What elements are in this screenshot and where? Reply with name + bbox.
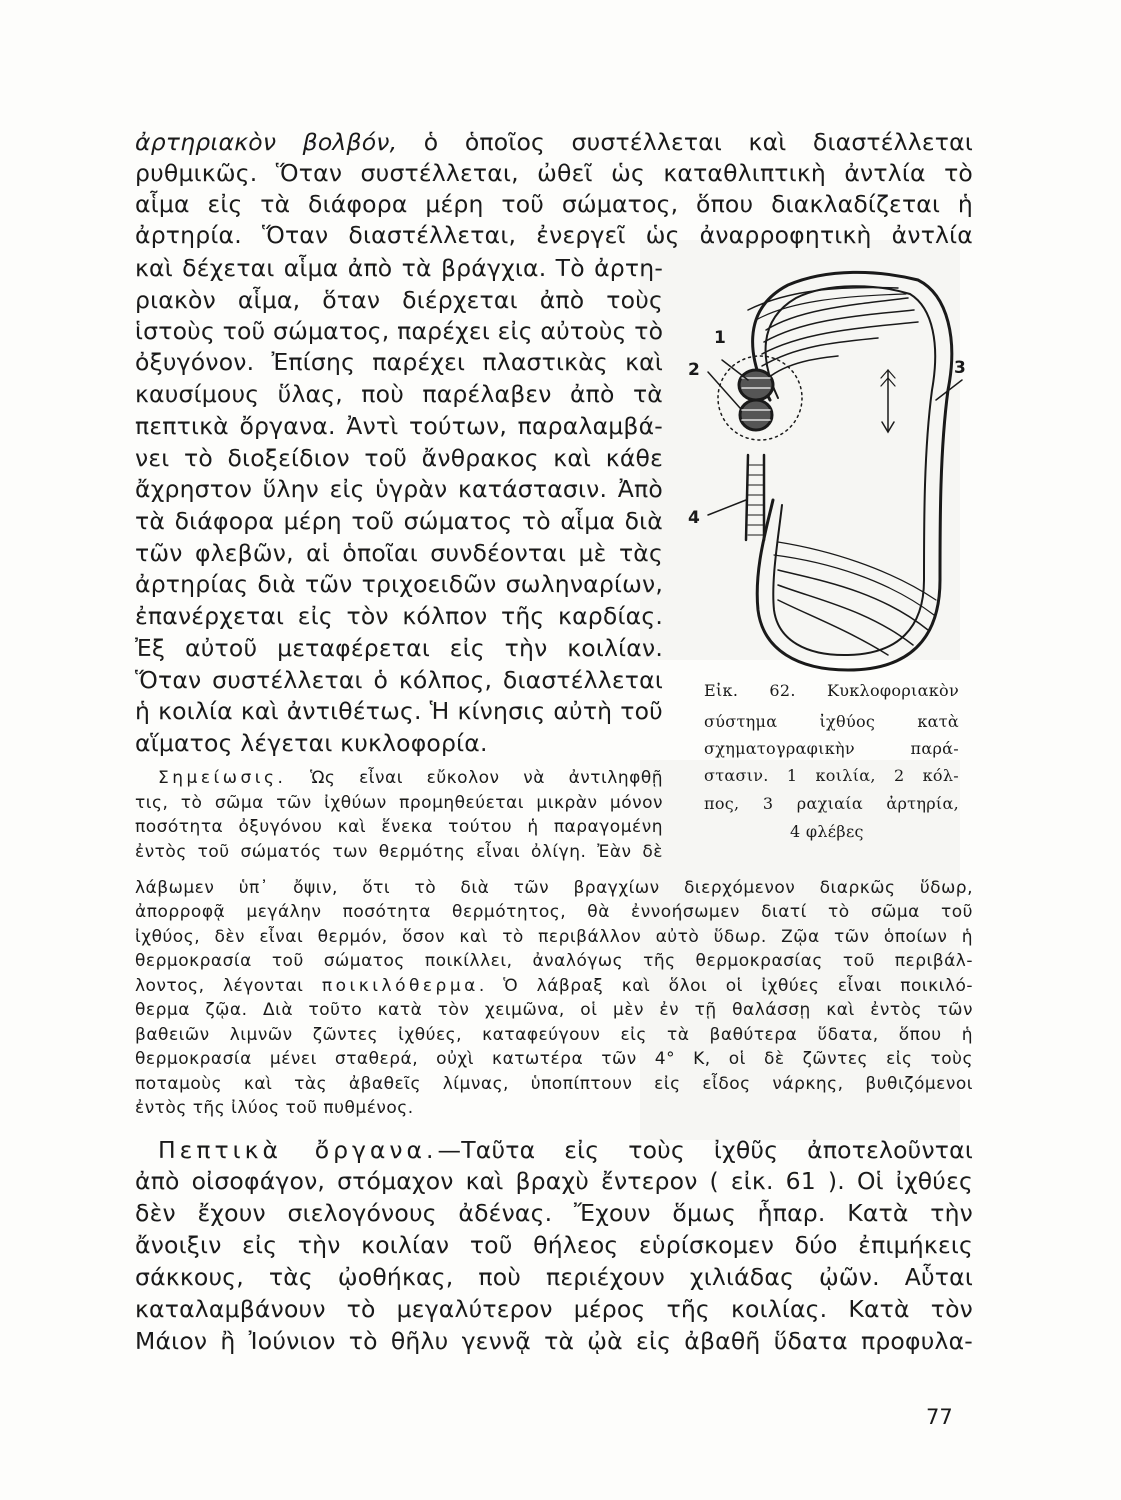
note-line: λάβωμεν ὑπ᾽ ὄψιν, ὅτι τὸ διὰ τῶν βραγχίων διερχόμενον διαρκῶς ὕδωρ, [135, 878, 973, 898]
vein-line [778, 585, 913, 645]
text-line: ὀξυγόνον. Ἐπίσης παρέχει πλαστικὰς καὶ [135, 348, 663, 376]
note-line: ποσότητα ὀξυγόνου καὶ ἕνεκα τούτου ἡ παραγομένη [135, 817, 663, 837]
gill-line [762, 322, 918, 354]
note-line: θερμα ζῷα. Διὰ τοῦτο κατὰ τὸν χειμῶνα, οἱ μὲν ἐν τῇ θαλάσσῃ καὶ ἐντὸς τῶν [135, 1000, 973, 1020]
caption-line: σχηματογραφικὴν παρά- [704, 739, 959, 758]
text-line: σάκκους, τὰς ᾠοθήκας, ποὺ περιέχουν χιλιάδας ᾠῶν. Αὗται [135, 1263, 973, 1291]
note-line: θερμοκρασία τοῦ σώματος ποικίλλει, ἀναλόγως τῆς θερμοκρασίας τοῦ περιβάλ- [135, 951, 973, 971]
text-line: Πεπτικὰ ὄργανα.—Ταῦτα εἰς τοὺς ἰχθῦς ἀποτελοῦνται [158, 1136, 973, 1164]
text-line: πεπτικὰ ὄργανα. Ἀντὶ τούτων, παραλαμβά- [135, 412, 663, 440]
text-line: δὲν ἔχουν σιελογόνους ἀδένας. Ἔχουν ὅμως ἧπαρ. Κατὰ τὴν [135, 1199, 973, 1227]
emphasis-term: ποικιλόθερμα [321, 976, 479, 996]
text-line: Ὅταν συστέλλεται ὁ κόλπος, διαστέλλεται [135, 666, 663, 694]
caption-line: Εἰκ. 62. Κυκλοφοριακὸν [704, 681, 959, 700]
text-line: Ἐξ αὐτοῦ μεταφέρεται εἰς τὴν κοιλίαν. [135, 634, 663, 662]
text-line: ἱστοὺς τοῦ σώματος, παρέχει εἰς αὐτοὺς τὸ [135, 317, 664, 345]
note-line: λοντος, λέγονται ποικιλόθερμα. Ὁ λάβραξ καὶ ὅλοι οἱ ἰχθύες εἶναι ποικιλό- [135, 976, 973, 996]
text-line: Μάιον ἢ Ἰούνιον τὸ θῆλυ γεννᾷ τὰ ᾠὰ εἰς ἀβαθῆ ὕδατα προφυλα- [135, 1327, 973, 1355]
caption-line: πος, 3 ραχιαία ἀρτηρία, [704, 794, 959, 813]
text-line: καταλαμβάνουν τὸ μεγαλύτερον μέρος τῆς κοιλίας. Κατὰ τὸν [135, 1295, 973, 1323]
figure-label-2: 2 [688, 360, 700, 380]
text-line: ἄνοιξιν εἰς τὴν κοιλίαν τοῦ θήλεος εὑρίσκομεν δύο ἐπιμήκεις [135, 1231, 973, 1259]
gill-line [768, 356, 838, 378]
text-line: ἐπανέρχεται εἰς τὸν κόλπον τῆς καρδίας. [135, 602, 663, 630]
vertical-vessel [746, 455, 748, 540]
circulatory-system-figure [678, 250, 978, 675]
note-line: βαθειῶν λιμνῶν ζῶντες ἰχθύες, καταφεύγουν εἰς τὰ βαθύτερα ὕδατα, ὅπου ἡ [135, 1025, 973, 1045]
gill-line [764, 310, 914, 342]
vein-line [778, 600, 888, 655]
text-line: ἀρτηριακὸν βολβόν, ὁ ὁποῖος συστέλλεται καὶ διαστέλλεται [135, 128, 973, 156]
page-number: 77 [926, 1405, 953, 1429]
gill-line [762, 338, 878, 366]
heart-atrium [740, 400, 772, 430]
caption-line: στασιν. 1 κοιλία, 2 κόλ- [704, 766, 959, 785]
figure-label-1: 1 [714, 328, 726, 348]
caption-line: 4 φλέβες [790, 822, 864, 841]
label-1-leader [722, 360, 748, 380]
note-line: τις, τὸ σῶμα τῶν ἰχθύων προμηθεύεται μικρὰν μόνον [135, 793, 663, 813]
fish-circulation-drawing [678, 250, 978, 675]
caption-line: σύστημα ἰχθύος κατὰ [704, 712, 959, 731]
text-line: αἵματος λέγεται κυκλοφορία. [135, 729, 488, 757]
text-line: τὰ διάφορα μέρη τοῦ σώματος τὸ αἷμα διὰ [135, 507, 663, 535]
text-line: τῶν φλεβῶν, αἱ ὁποῖαι συνδέονται μὲ τὰς [135, 539, 663, 567]
text-line: καυσίμους ὕλας, ποὺ παρέλαβεν ἀπὸ τὰ [135, 380, 663, 408]
label-4-leader [708, 500, 746, 515]
note-line: ποταμοὺς καὶ τὰς ἀβαθεῖς λίμνας, ὑποπίπτουν εἰς εἶδος νάρκης, βυθιζόμενοι [135, 1074, 973, 1094]
text-line: ἀρτηρία. Ὅταν διαστέλλεται, ἐνεργεῖ ὡς ἀναρροφητικὴ ἀντλία [135, 221, 973, 249]
heart-ventricle [739, 370, 773, 400]
figure-label-4: 4 [688, 508, 700, 528]
note-heading: Σημείωσις. [158, 768, 287, 788]
vein-line [778, 570, 928, 630]
text-line: ἄχρηστον ὕλην εἰς ὑγρὰν κατάστασιν. Ἀπὸ [135, 475, 663, 503]
note-line: ἀπορροφᾷ μεγάλην ποσότητα θερμότητος, θὰ ἐννοήσωμεν διατί τὸ σῶμα τοῦ [135, 902, 973, 922]
figure-label-3: 3 [954, 358, 966, 378]
text-line: ρυθμικῶς. Ὅταν συστέλλεται, ὠθεῖ ὡς καταθλιπτικὴ ἀντλία τὸ [135, 159, 973, 187]
note-line: ἐντὸς τῆς ἰλύος τοῦ πυθμένος. [135, 1098, 414, 1118]
note-line: θερμοκρασία μένει σταθερά, οὐχὶ κατωτέρα τῶν 4° Κ, οἱ δὲ ζῶντες εἰς τοὺς [135, 1049, 973, 1069]
note-line: ἰχθύος, δὲν εἶναι θερμόν, ὅσον καὶ τὸ περιβάλλον αὐτὸ ὕδωρ. Ζῷα τῶν ὁποίων ἡ [135, 927, 973, 947]
note-line: ἐντὸς τοῦ σώματός των θερμότης εἶναι ὀλίγη. Ἐὰν δὲ [135, 842, 663, 862]
text-line: ριακὸν αἷμα, ὅταν διέρχεται ἀπὸ τοὺς [135, 286, 663, 314]
vessel-hatching [748, 465, 764, 535]
note-line: Σημείωσις. Ὡς εἶναι εὔκολον νὰ ἀντιληφθῇ [158, 768, 663, 788]
text-line: ἀρτηρίας διὰ τῶν τριχοειδῶν σωληναρίων, [135, 570, 663, 598]
text-line: ἡ κοιλία καὶ ἀντιθέτως. Ἡ κίνησις αὐτὴ τοῦ [135, 697, 663, 725]
text-line: αἷμα εἰς τὰ διάφορα μέρη τοῦ σώματος, ὅπου διακλαδίζεται ἡ [135, 190, 973, 218]
section-heading: Πεπτικὰ ὄργανα. [158, 1136, 438, 1164]
label-2-leader [708, 372, 740, 408]
text-line: καὶ δέχεται αἷμα ἀπὸ τὰ βράγχια. Τὸ ἀρτη- [135, 254, 663, 282]
text-line: νει τὸ διοξείδιον τοῦ ἄνθρακος καὶ κάθε [135, 444, 663, 472]
text-line: ἀπὸ οἰσοφάγον, στόμαχον καὶ βραχὺ ἔντερον ( εἰκ. 61 ). Οἱ ἰχθύες [135, 1167, 973, 1195]
